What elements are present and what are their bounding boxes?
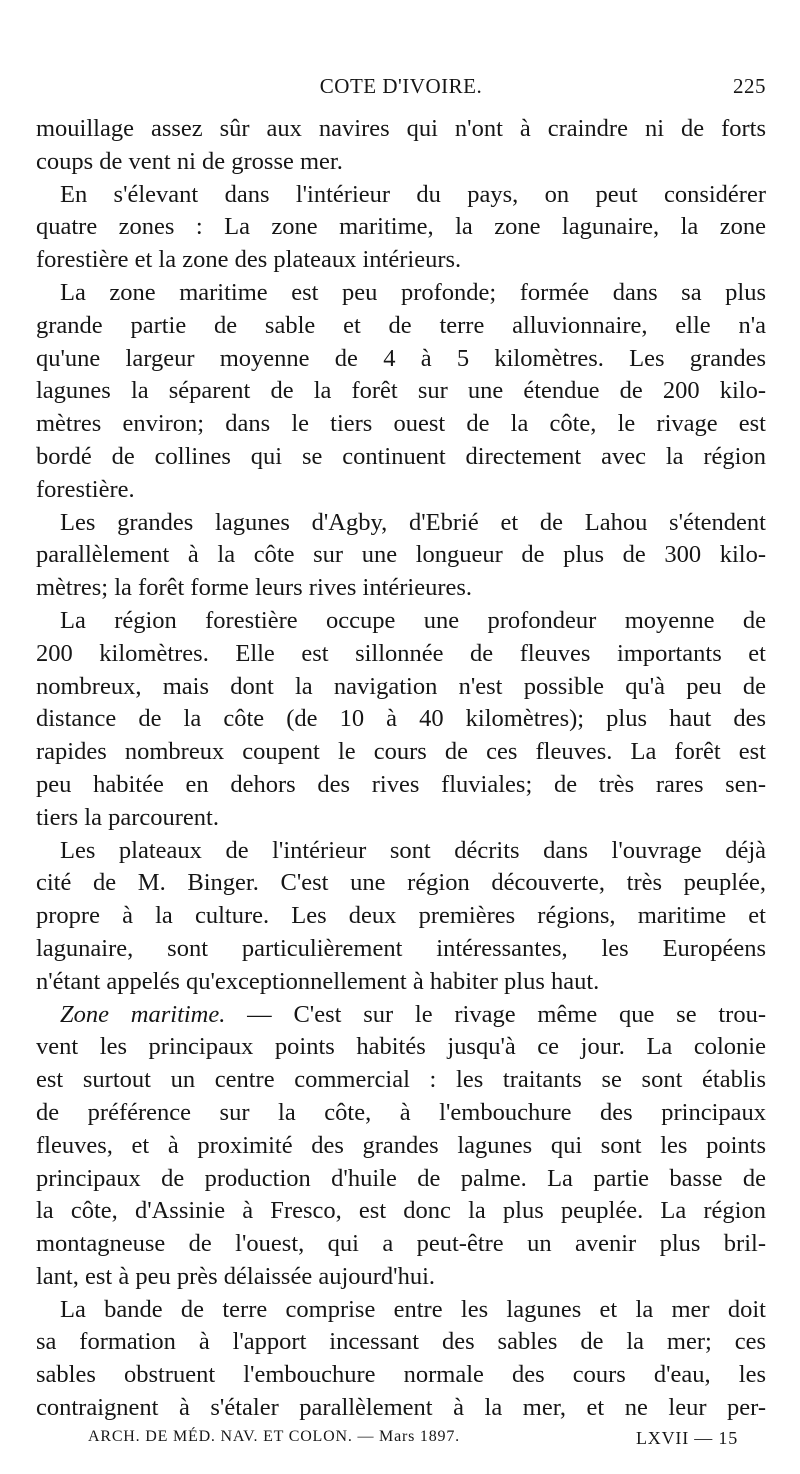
text-line: 200 kilomètres. Elle est sillonnée de fleuves importants et: [36, 639, 766, 667]
text-line: En s'élevant dans l'intérieur du pays, on peut considérer: [60, 180, 766, 208]
body-text: [36, 113, 766, 1425]
text-line: La région forestière occupe une profondeur moyenne de: [60, 606, 766, 634]
text-line: mètres; la forêt forme leurs rives intérieures.: [36, 574, 473, 602]
text-line: La bande de terre comprise entre les lagunes et la mer doit: [60, 1295, 766, 1323]
text-line: coups de vent ni de grosse mer.: [36, 147, 343, 175]
text-line: sables obstruent l'embouchure normale des cours d'eau, les: [36, 1361, 766, 1389]
text-line: La zone maritime est peu profonde; formée dans sa plus: [60, 278, 766, 306]
text-line: mètres environ; dans le tiers ouest de la côte, le rivage est: [36, 410, 766, 438]
text-line: montagneuse de l'ouest, qui a peut-être un avenir plus bril-: [36, 1230, 766, 1258]
text-line: forestière.: [36, 475, 135, 503]
text-line: sa formation à l'apport incessant des sables de la mer; ces: [36, 1328, 766, 1356]
text-line: lant, est à peu près délaissée aujourd'hui.: [36, 1262, 436, 1290]
text-line: est surtout un centre commercial : les traitants se sont établis: [36, 1066, 766, 1094]
text-line: rapides nombreux coupent le cours de ces fleuves. La forêt est: [36, 738, 766, 766]
text-line: contraignent à s'étaler parallèlement à la mer, et ne leur per-: [36, 1394, 766, 1422]
text-line: parallèlement à la côte sur une longueur de plus de 300 kilo-: [36, 541, 766, 569]
text-line: grande partie de sable et de terre alluvionnaire, elle n'a: [36, 311, 766, 339]
text-line: quatre zones : La zone maritime, la zone lagunaire, la zone: [36, 213, 766, 241]
page-number: 225: [733, 74, 766, 98]
text-line: de préférence sur la côte, à l'embouchure des principaux: [36, 1098, 766, 1126]
journal-citation: ARCH. DE MÉD. NAV. ET COLON. — Mars 1897.: [88, 1428, 460, 1445]
text-line: Les grandes lagunes d'Agby, d'Ebrié et de Lahou s'étendent: [60, 508, 766, 536]
signature-mark: LXVII — 15: [636, 1428, 738, 1448]
text-line: la côte, d'Assinie à Fresco, est donc la plus peuplée. La région: [36, 1197, 766, 1225]
text-line: cité de M. Binger. C'est une région découverte, très peuplée,: [36, 869, 766, 897]
running-header: [36, 74, 766, 104]
text-line: lagunes la séparent de la forêt sur une étendue de 200 kilo-: [36, 377, 766, 405]
running-title: COTE D'IVOIRE.: [319, 74, 483, 98]
text-line: vent les principaux points habités jusqu'à ce jour. La colonie: [36, 1033, 766, 1061]
text-line: Zone maritime. — C'est sur le rivage même que se trou-: [60, 1000, 766, 1028]
text-line: mouillage assez sûr aux navires qui n'ont à craindre ni de forts: [36, 115, 766, 142]
page-footer: [88, 1428, 738, 1454]
text-line: bordé de collines qui se continuent directement avec la région: [36, 442, 766, 470]
text-line: n'étant appelés qu'exceptionnellement à habiter plus haut.: [36, 967, 600, 995]
text-line: qu'une largeur moyenne de 4 à 5 kilomètres. Les grandes: [36, 344, 766, 372]
section-heading: Zone maritime.: [60, 1000, 226, 1028]
text-line: principaux de production d'huile de palme. La partie basse de: [36, 1164, 766, 1192]
text-line: nombreux, mais dont la navigation n'est possible qu'à peu de: [36, 672, 766, 700]
text-line: fleuves, et à proximité des grandes lagunes qui sont les points: [36, 1131, 766, 1159]
text-line: lagunaire, sont particulièrement intéressantes, les Européens: [36, 934, 766, 962]
text-line: tiers la parcourent.: [36, 803, 219, 831]
text-line: Les plateaux de l'intérieur sont décrits dans l'ouvrage déjà: [60, 836, 766, 864]
text-line: peu habitée en dehors des rives fluviales; de très rares sen-: [36, 770, 766, 798]
text-line: propre à la culture. Les deux premières régions, maritime et: [36, 902, 766, 930]
text-line: forestière et la zone des plateaux intérieurs.: [36, 246, 462, 274]
text-line: distance de la côte (de 10 à 40 kilomètres); plus haut des: [36, 705, 766, 733]
